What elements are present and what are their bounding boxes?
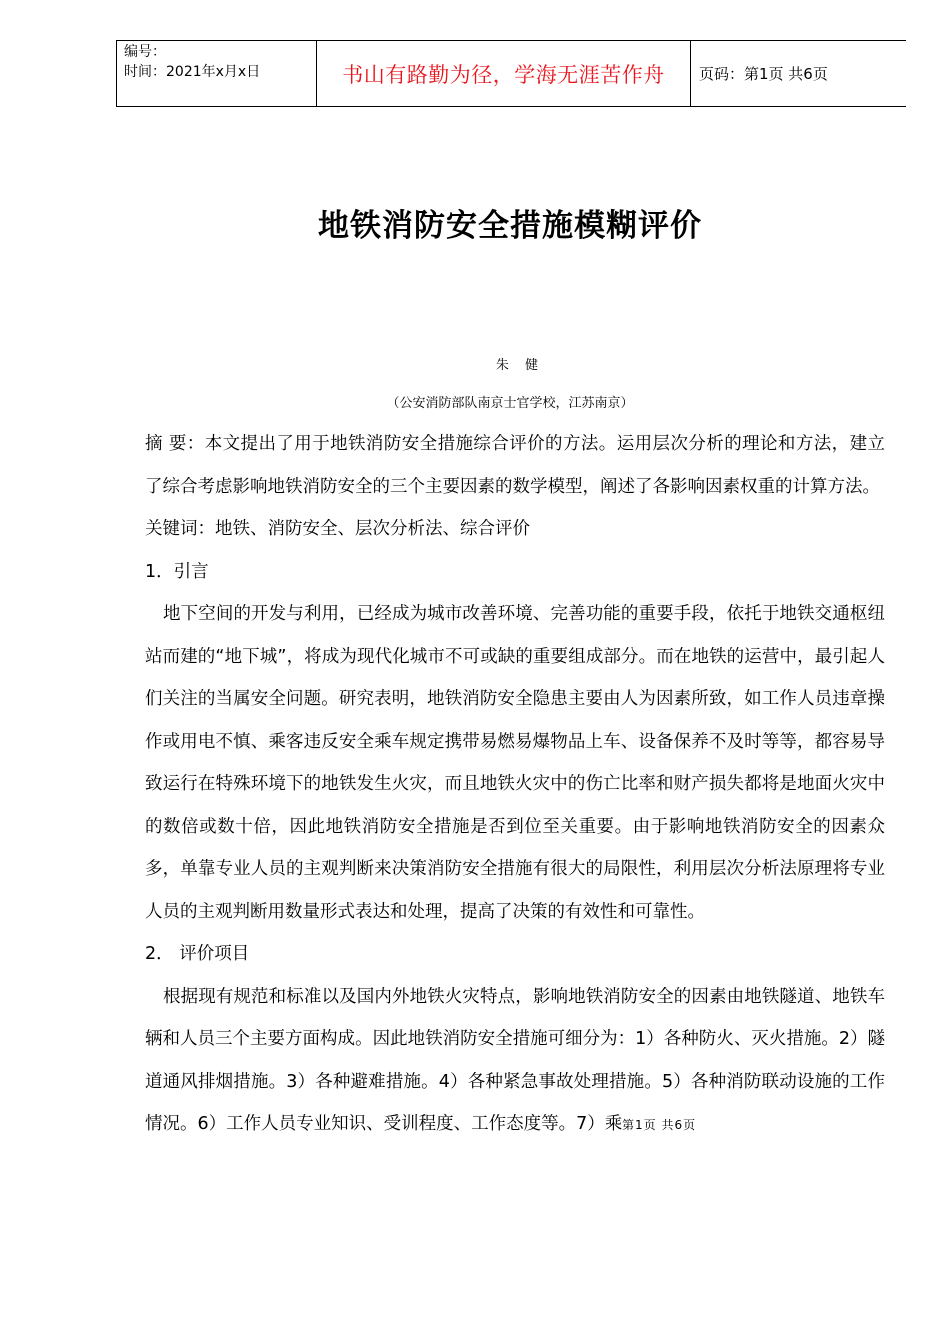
author-affiliation: （公安消防部队南京士官学校，江苏南京） — [386, 396, 634, 411]
document-time-label: 时间：2021年x月x日 — [124, 64, 261, 80]
section-heading-introduction: 1．引言 — [145, 561, 209, 582]
header-motto-cell — [317, 41, 691, 106]
overlay-page-tag: 第1页 共6页 — [622, 1118, 697, 1132]
document-body — [145, 423, 885, 1146]
abstract-paragraph: 摘 要：本文提出了用于地铁消防安全措施综合评价的方法。运用层次分析的理论和方法，建立了综合考虑影响地铁消防安全的三个主要因素的数学模型，阐述了各影响因素权重的计算方法。 — [145, 434, 885, 497]
header-page-number: 页码：第1页 共6页 — [699, 65, 828, 83]
author-name: 朱 健 — [495, 358, 545, 373]
header-motto: 书山有路勤为径，学海无涯苦作舟 — [342, 62, 665, 87]
section-heading-evaluation-items: 2． 评价项目 — [145, 944, 250, 964]
introduction-paragraph: 地下空间的开发与利用，已经成为城市改善环境、完善功能的重要手段，依托于地铁交通枢纽站而建的“地下城”，将成为现代化城市不可或缺的重要组成部分。而在地铁的运营中，最引起人们关注的当属安全问题。研究表明，地铁消防安全隐患主要由人为因素所致，如工作人员违章操作或用电不慎、乘客违反安全乘车规定携带易燃易爆物品上车、设备保养不及时等等，都容易导致运行在特殊环境下的地铁发生火灾，而且地铁火灾中的伤亡比率和财产损失都将是地面火灾中的数倍或数十倍，因此地铁消防安全措施是否到位至关重要。由于影响地铁消防安全的因素众多，单靠专业人员的主观判断来决策消防安全措施有很大的局限性，利用层次分析法原理将专业人员的主观判断用数量形式表达和处理，提高了决策的有效性和可靠性。 — [145, 604, 885, 922]
document-title: 地铁消防安全措施模糊评价 — [318, 208, 702, 244]
header-table — [116, 40, 906, 107]
evaluation-items-paragraph: 根据现有规范和标准以及国内外地铁火灾特点，影响地铁消防安全的因素由地铁隧道、地铁车辆和人员三个主要方面构成。因此地铁消防安全措施可细分为：1）各种防火、灭火措施。2）隧道通风排烟措施。3）各种避难措施。4）各种紧急事故处理措施。5）各种消防联动设施的工作情况。6）工作人员专业知识、受训程度、工作态度等。7）乘 — [145, 986, 885, 1134]
keywords-line: 关键词：地铁、消防安全、层次分析法、综合评价 — [145, 519, 530, 539]
header-left-cell — [117, 41, 317, 106]
header-page-cell — [691, 41, 906, 106]
document-number-label: 编号： — [124, 44, 166, 60]
